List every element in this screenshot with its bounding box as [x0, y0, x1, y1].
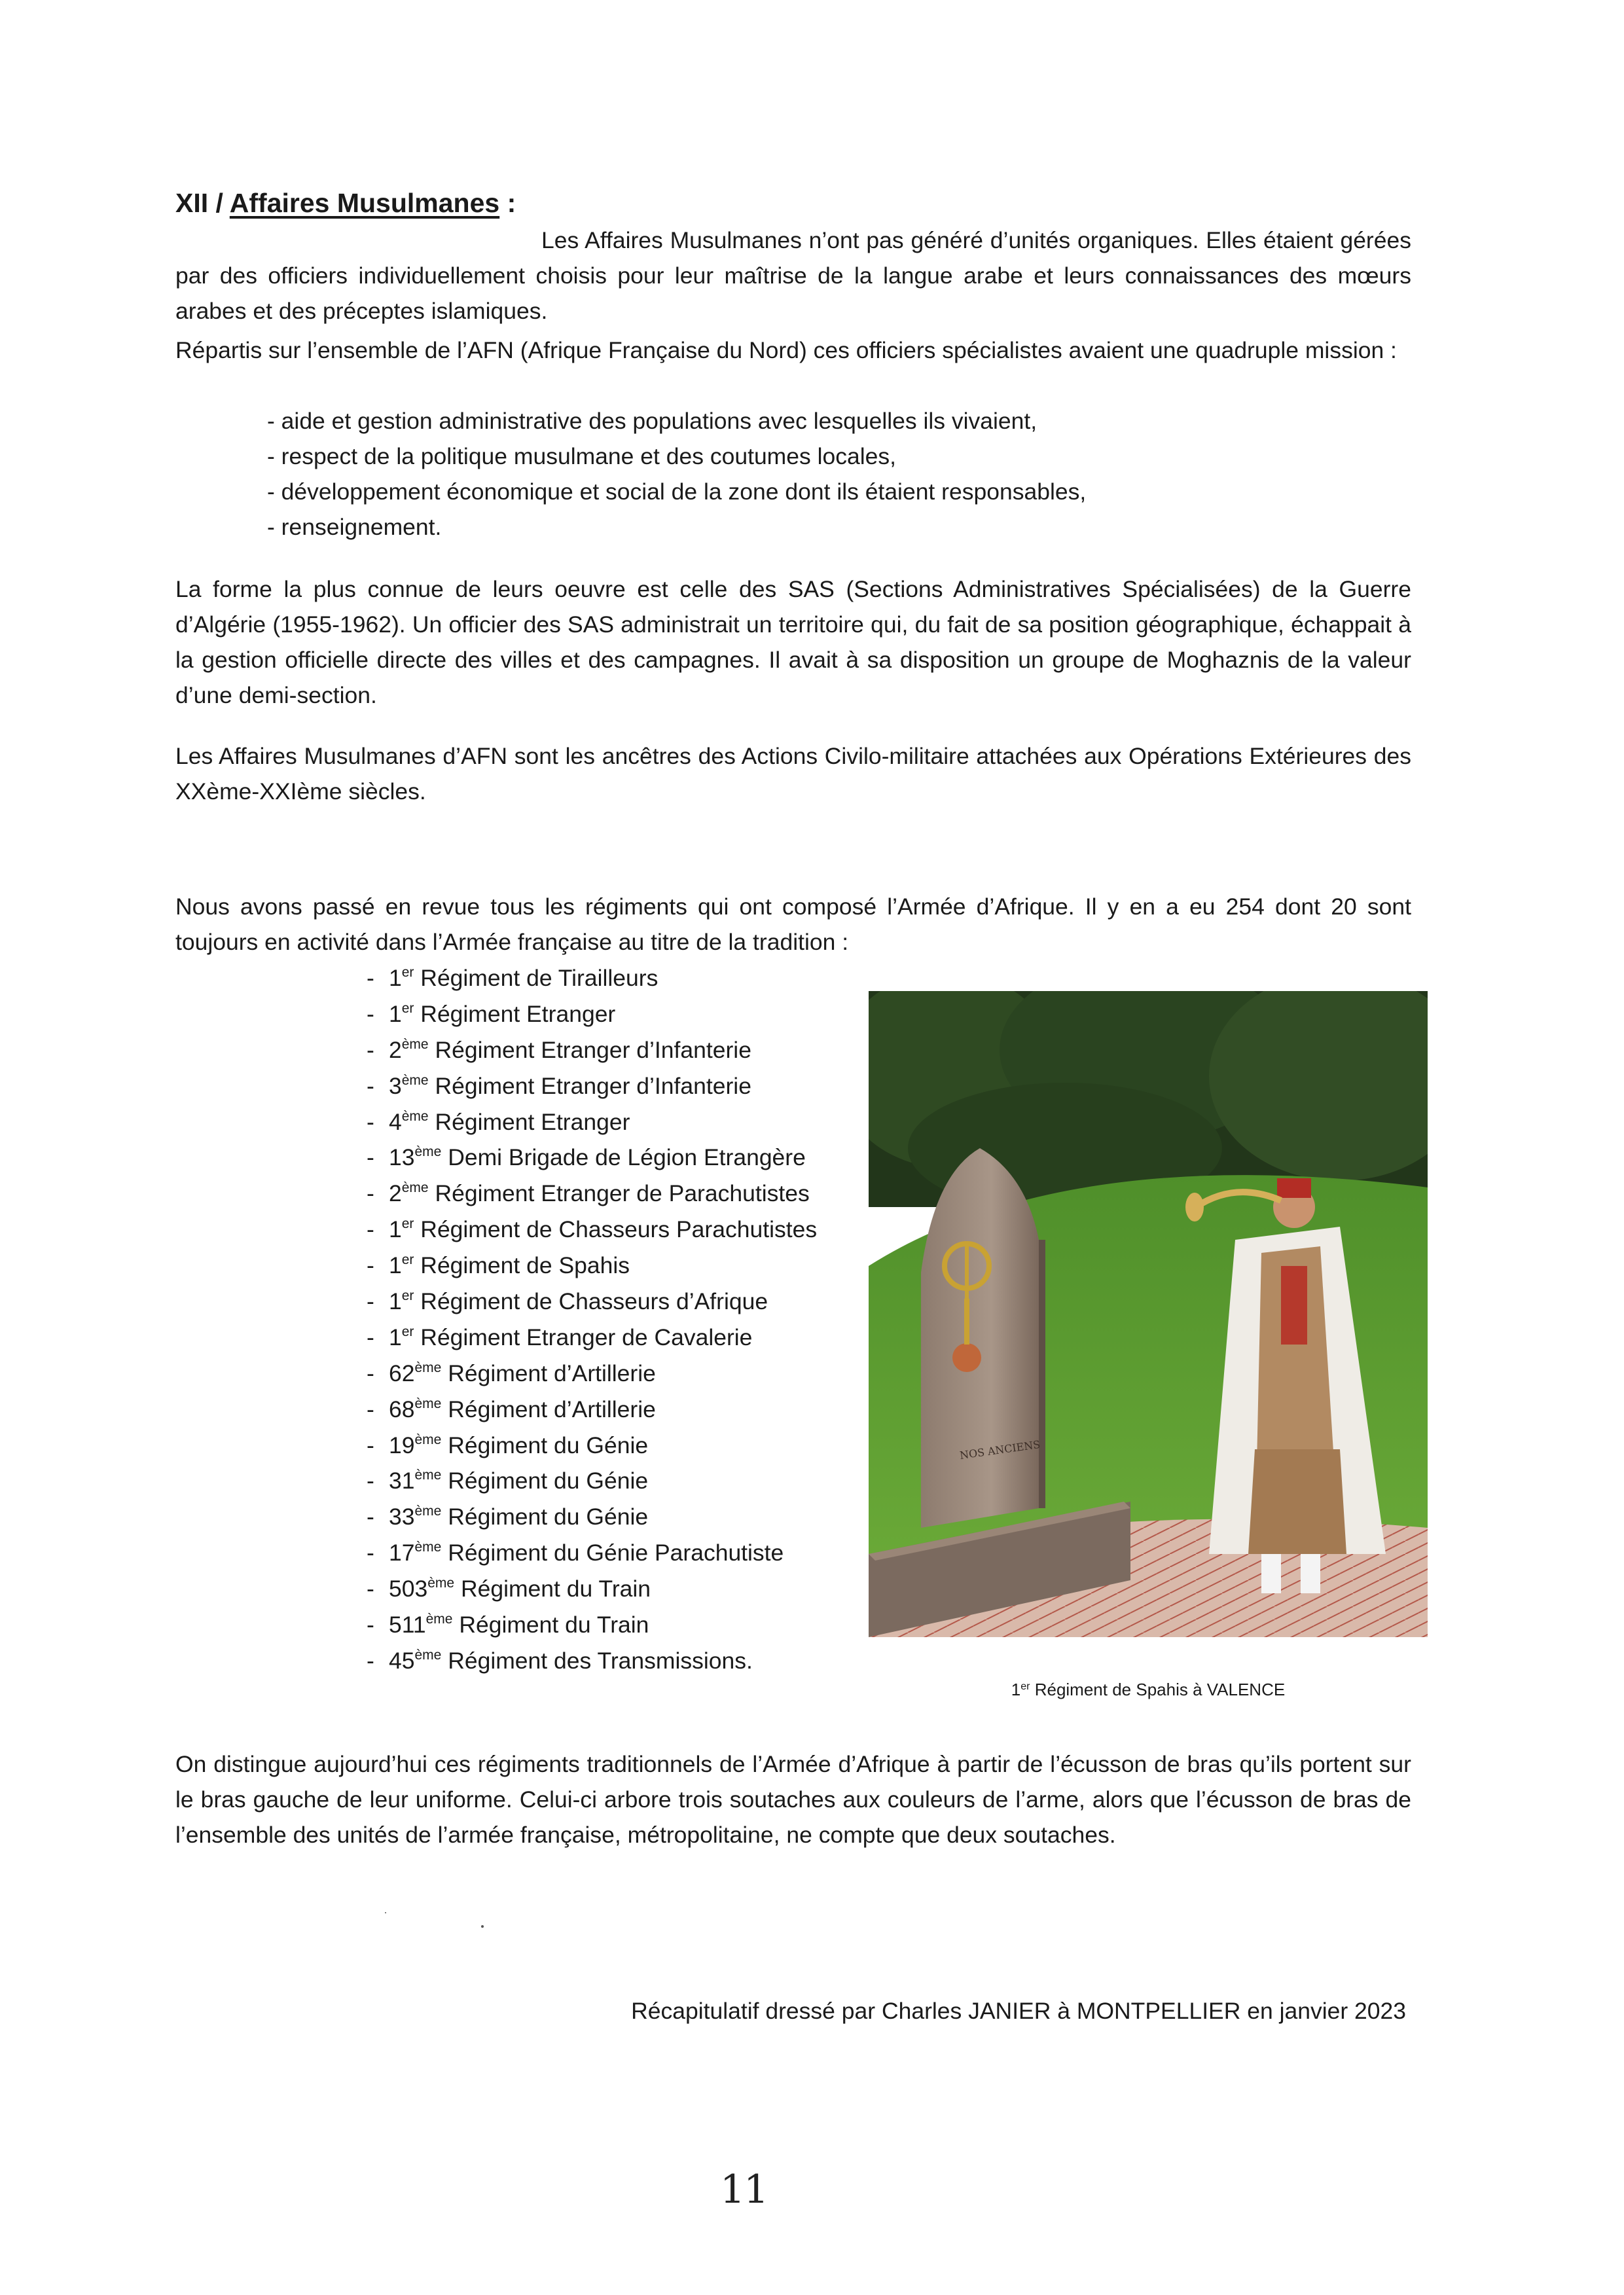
- section-colon: :: [499, 188, 516, 218]
- memorial-photo: [869, 991, 1428, 1637]
- mission-list: [267, 403, 1086, 545]
- regiment-item: - 1er Régiment Etranger de Cavalerie: [367, 1324, 753, 1350]
- regiment-item: - 511ème Régiment du Train: [367, 1612, 649, 1638]
- mission-item: - développement économique et social de la zone dont ils étaient responsables,: [267, 479, 1087, 505]
- scan-speck: [385, 1912, 386, 1913]
- regiment-item: - 4ème Régiment Etranger: [367, 1108, 630, 1135]
- regiment-item: - 31ème Régiment du Génie: [367, 1468, 649, 1494]
- regiment-item: - 1er Régiment de Chasseurs Parachutistes: [367, 1216, 818, 1243]
- stele-inscription: NOS ANCIENS: [958, 1437, 1041, 1462]
- page-number: 11: [720, 2167, 768, 2213]
- photo-caption: 1er Régiment de Spahis à VALENCE: [1011, 1680, 1286, 1699]
- regiment-item: - 503ème Régiment du Train: [367, 1576, 651, 1602]
- regiment-item: - 1er Régiment Etranger: [367, 1000, 616, 1027]
- signature-line: Récapitulatif dressé par Charles JANIER à MONTPELLIER en janvier 2023: [631, 1998, 1406, 2024]
- regiment-item: - 13ème Demi Brigade de Légion Etrangère: [367, 1144, 806, 1171]
- mission-item: - renseignement.: [267, 514, 442, 540]
- regiment-item: - 1er Régiment de Spahis: [367, 1252, 630, 1279]
- regiment-item: - 62ème Régiment d’Artillerie: [367, 1360, 656, 1386]
- spahi-bugler-image: [869, 991, 1428, 1637]
- section-heading: [175, 183, 516, 223]
- section-title: Affaires Musulmanes: [229, 188, 500, 218]
- regiment-item: - 3ème Régiment Etranger d’Infanterie: [367, 1072, 751, 1099]
- regiment-item: - 17ème Régiment du Génie Parachutiste: [367, 1540, 784, 1566]
- regiment-item: - 1er Régiment de Tirailleurs: [367, 965, 659, 991]
- section-number: XII /: [175, 188, 223, 218]
- intro-paragraph: Les Affaires Musulmanes n’ont pas généré d’unités organiques. Elles étaient gérées par des officiers individuellement choisis pour leur maîtrise de la langue arabe et leurs connaissances des mœurs arabes et des préceptes islamiques.: [175, 227, 1411, 324]
- mission-intro-paragraph: Répartis sur l’ensemble de l’AFN (Afrique Française du Nord) ces officiers spécialistes avaient une quadruple mission :: [175, 337, 1397, 363]
- mission-item: - aide et gestion administrative des populations avec lesquelles ils vivaient,: [267, 408, 1038, 434]
- regiment-list: [367, 960, 817, 1679]
- regiment-item: - 45ème Régiment des Transmissions.: [367, 1647, 753, 1674]
- regiment-item: - 68ème Régiment d’Artillerie: [367, 1396, 656, 1422]
- regiment-item: - 1er Régiment de Chasseurs d’Afrique: [367, 1288, 768, 1315]
- scan-speck: [481, 1925, 484, 1928]
- regiment-item: - 2ème Régiment Etranger d’Infanterie: [367, 1036, 751, 1063]
- sas-paragraph: La forme la plus connue de leurs oeuvre est celle des SAS (Sections Administratives Spécialisées) de la Guerre d’Algérie (1955-1962). Un officier des SAS administrait un territoire qui, du fait de sa position géographique, échappait à la gestion officielle directe des villes et des campagnes. Il avait à sa disposition un groupe de Moghaznis de la valeur d’une demi-section.: [175, 576, 1411, 708]
- ancestors-paragraph: Les Affaires Musulmanes d’AFN sont les ancêtres des Actions Civilo-militaire attachées aux Opérations Extérieures des XXème-XXIème siècles.: [175, 743, 1411, 804]
- regiment-item: - 19ème Régiment du Génie: [367, 1432, 649, 1458]
- review-paragraph: Nous avons passé en revue tous les régiments qui ont composé l’Armée d’Afrique. Il y en a eu 254 dont 20 sont toujours en activité dans l’Armée française au titre de la tradition :: [175, 894, 1411, 955]
- regiment-item: - 2ème Régiment Etranger de Parachutistes: [367, 1180, 810, 1207]
- insignia-paragraph: On distingue aujourd’hui ces régiments traditionnels de l’Armée d’Afrique à partir de l’écusson de bras qu’ils portent sur le bras gauche de leur uniforme. Celui-ci arbore trois soutaches aux couleurs de l’arme, alors que l’écusson de bras de l’ensemble des unités de l’armée française, métropolitaine, ne compte que deux soutaches.: [175, 1751, 1411, 1848]
- regiment-item: - 33ème Régiment du Génie: [367, 1504, 649, 1530]
- mission-item: - respect de la politique musulmane et des coutumes locales,: [267, 443, 896, 469]
